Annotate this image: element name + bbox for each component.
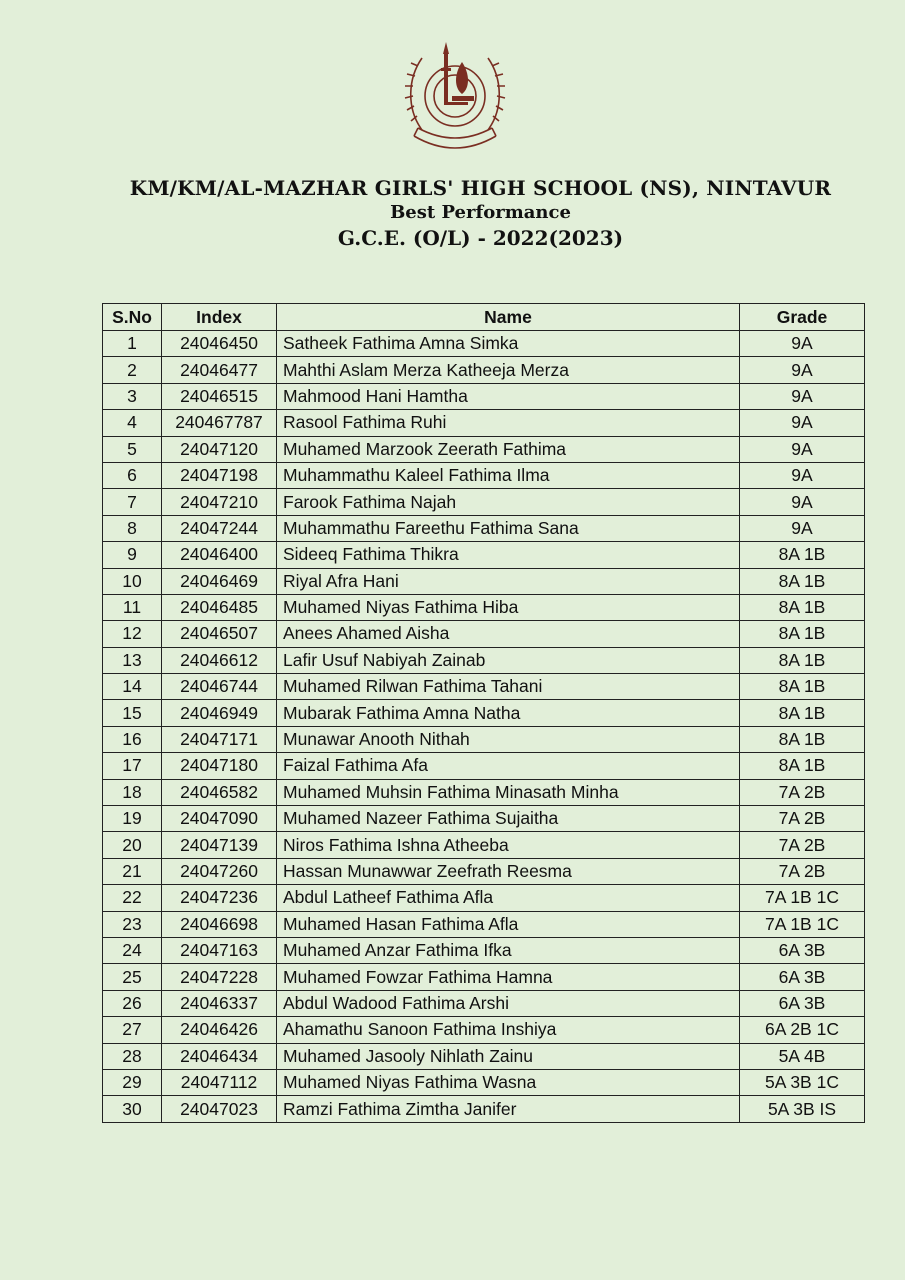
cell-name: Niros Fathima Ishna Atheeba [277,832,740,858]
cell-name: Ahamathu Sanoon Fathima Inshiya [277,1017,740,1043]
cell-name: Muhamed Muhsin Fathima Minasath Minha [277,779,740,805]
table-row [103,806,865,832]
cell-grade: 6A 3B [740,990,865,1016]
cell-index: 24047120 [162,436,277,462]
cell-index: 24046698 [162,911,277,937]
cell-grade: 8A 1B [740,700,865,726]
cell-name: Sideeq Fathima Thikra [277,542,740,568]
table-row [103,410,865,436]
cell-grade: 7A 1B 1C [740,911,865,937]
cell-index: 24047244 [162,515,277,541]
exam-title: G.C.E. (O/L) - 2022(2023) [337,226,624,250]
cell-sno: 11 [103,594,162,620]
cell-index: 24047228 [162,964,277,990]
cell-sno: 17 [103,753,162,779]
cell-index: 24046744 [162,674,277,700]
cell-sno: 12 [103,621,162,647]
cell-index: 24047236 [162,885,277,911]
cell-grade: 8A 1B [740,674,865,700]
cell-grade: 8A 1B [740,753,865,779]
cell-sno: 30 [103,1096,162,1122]
table-row [103,647,865,673]
cell-sno: 20 [103,832,162,858]
table-row [103,726,865,752]
table-row [103,937,865,963]
cell-sno: 2 [103,357,162,383]
cell-sno: 6 [103,462,162,488]
cell-index: 24047090 [162,806,277,832]
cell-name: Lafir Usuf Nabiyah Zainab [277,647,740,673]
cell-name: Muhamed Marzook Zeerath Fathima [277,436,740,462]
cell-grade: 8A 1B [740,726,865,752]
cell-sno: 26 [103,990,162,1016]
cell-grade: 6A 3B [740,964,865,990]
table-row [103,515,865,541]
cell-sno: 4 [103,410,162,436]
cell-name: Hassan Munawwar Zeefrath Reesma [277,858,740,884]
cell-grade: 5A 3B IS [740,1096,865,1122]
table-row [103,964,865,990]
cell-name: Munawar Anooth Nithah [277,726,740,752]
cell-index: 24047171 [162,726,277,752]
table-row [103,885,865,911]
cell-sno: 22 [103,885,162,911]
table-header-row [103,304,865,331]
table-row [103,357,865,383]
cell-name: Muhamed Anzar Fathima Ifka [277,937,740,963]
table-row [103,1017,865,1043]
cell-name: Anees Ahamed Aisha [277,621,740,647]
cell-name: Abdul Latheef Fathima Afla [277,885,740,911]
table-row [103,1096,865,1122]
cell-sno: 16 [103,726,162,752]
cell-sno: 1 [103,331,162,357]
cell-index: 24046469 [162,568,277,594]
cell-name: Ramzi Fathima Zimtha Janifer [277,1096,740,1122]
cell-name: Muhamed Niyas Fathima Hiba [277,594,740,620]
cell-name: Mahthi Aslam Merza Katheeja Merza [277,357,740,383]
cell-name: Rasool Fathima Ruhi [277,410,740,436]
cell-index: 24046612 [162,647,277,673]
cell-name: Faizal Fathima Afa [277,753,740,779]
cell-index: 24046450 [162,331,277,357]
table-row [103,674,865,700]
cell-sno: 21 [103,858,162,884]
cell-sno: 23 [103,911,162,937]
cell-grade: 5A 4B [740,1043,865,1069]
cell-grade: 9A [740,515,865,541]
cell-sno: 3 [103,383,162,409]
cell-sno: 18 [103,779,162,805]
cell-index: 24046434 [162,1043,277,1069]
cell-grade: 9A [740,410,865,436]
column-header-index: Index [162,304,277,331]
cell-sno: 29 [103,1069,162,1095]
column-header-name: Name [277,304,740,331]
cell-name: Satheek Fathima Amna Simka [277,331,740,357]
table-row [103,990,865,1016]
cell-grade: 7A 1B 1C [740,885,865,911]
table-row [103,700,865,726]
cell-name: Muhamed Fowzar Fathima Hamna [277,964,740,990]
table-row [103,383,865,409]
cell-grade: 8A 1B [740,542,865,568]
cell-name: Muhamed Hasan Fathima Afla [277,911,740,937]
cell-name: Riyal Afra Hani [277,568,740,594]
cell-index: 240467787 [162,410,277,436]
cell-grade: 9A [740,331,865,357]
cell-sno: 24 [103,937,162,963]
table-row [103,1069,865,1095]
column-header-sno: S.No [103,304,162,331]
cell-name: Muhammathu Fareethu Fathima Sana [277,515,740,541]
cell-sno: 13 [103,647,162,673]
table-row [103,331,865,357]
cell-name: Abdul Wadood Fathima Arshi [277,990,740,1016]
table-row [103,779,865,805]
table-row [103,832,865,858]
table-row [103,753,865,779]
cell-index: 24046582 [162,779,277,805]
table-row [103,621,865,647]
cell-sno: 5 [103,436,162,462]
table-row [103,462,865,488]
cell-index: 24046507 [162,621,277,647]
cell-sno: 14 [103,674,162,700]
table-row [103,436,865,462]
cell-grade: 7A 2B [740,806,865,832]
cell-sno: 28 [103,1043,162,1069]
results-table [102,303,865,1123]
cell-name: Muhamed Niyas Fathima Wasna [277,1069,740,1095]
table-row [103,542,865,568]
cell-index: 24047260 [162,858,277,884]
table-row [103,594,865,620]
cell-sno: 25 [103,964,162,990]
cell-grade: 9A [740,489,865,515]
cell-index: 24047198 [162,462,277,488]
cell-index: 24047163 [162,937,277,963]
cell-grade: 8A 1B [740,594,865,620]
cell-grade: 7A 2B [740,832,865,858]
cell-index: 24046515 [162,383,277,409]
cell-grade: 9A [740,462,865,488]
cell-index: 24046337 [162,990,277,1016]
cell-name: Farook Fathima Najah [277,489,740,515]
cell-index: 24046949 [162,700,277,726]
cell-grade: 6A 3B [740,937,865,963]
cell-index: 24047139 [162,832,277,858]
table-row [103,489,865,515]
subtitle-best-performance: Best Performance [390,202,571,223]
cell-sno: 19 [103,806,162,832]
cell-grade: 7A 2B [740,779,865,805]
cell-name: Muhamed Jasooly Nihlath Zainu [277,1043,740,1069]
cell-index: 24047180 [162,753,277,779]
cell-sno: 9 [103,542,162,568]
cell-grade: 8A 1B [740,568,865,594]
cell-index: 24046477 [162,357,277,383]
cell-grade: 8A 1B [740,647,865,673]
cell-sno: 8 [103,515,162,541]
cell-index: 24047023 [162,1096,277,1122]
cell-grade: 9A [740,383,865,409]
table-row [103,568,865,594]
school-crest-icon [400,38,510,158]
cell-sno: 7 [103,489,162,515]
school-name-title: KM/KM/AL-MAZHAR GIRLS' HIGH SCHOOL (NS), NINTAVUR [129,176,832,200]
cell-name: Muhamed Rilwan Fathima Tahani [277,674,740,700]
cell-grade: 6A 2B 1C [740,1017,865,1043]
cell-grade: 9A [740,436,865,462]
cell-name: Muhammathu Kaleel Fathima Ilma [277,462,740,488]
cell-grade: 7A 2B [740,858,865,884]
cell-name: Mubarak Fathima Amna Natha [277,700,740,726]
cell-index: 24047112 [162,1069,277,1095]
cell-index: 24046400 [162,542,277,568]
table-row [103,1043,865,1069]
table-row [103,911,865,937]
cell-grade: 5A 3B 1C [740,1069,865,1095]
cell-sno: 27 [103,1017,162,1043]
cell-grade: 8A 1B [740,621,865,647]
cell-index: 24046485 [162,594,277,620]
cell-name: Muhamed Nazeer Fathima Sujaitha [277,806,740,832]
cell-index: 24047210 [162,489,277,515]
column-header-grade: Grade [740,304,865,331]
cell-index: 24046426 [162,1017,277,1043]
table-row [103,858,865,884]
cell-name: Mahmood Hani Hamtha [277,383,740,409]
cell-sno: 15 [103,700,162,726]
cell-grade: 9A [740,357,865,383]
cell-sno: 10 [103,568,162,594]
